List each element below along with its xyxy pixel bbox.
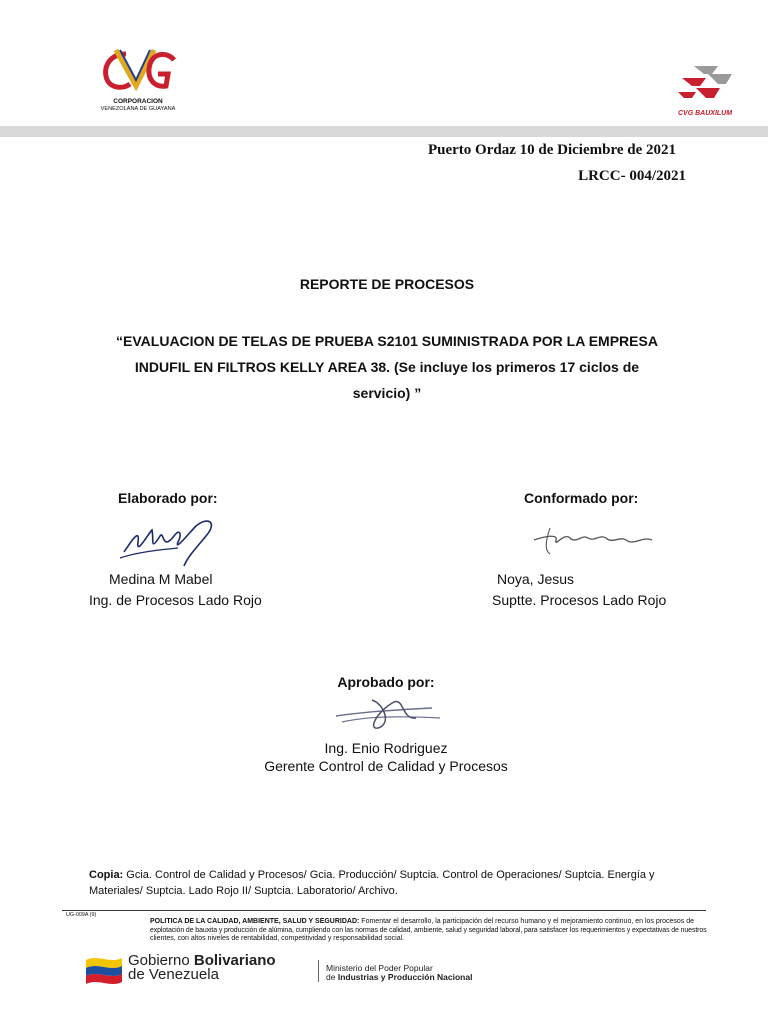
footer-rule <box>62 910 706 911</box>
bauxilum-caption: CVG BAUXILUM <box>678 110 733 117</box>
copia-text-2: Materiales/ Suptcia. Lado Rojo II/ Suptcia. Laboratorio/ Archivo. <box>89 884 398 897</box>
government-divider <box>318 960 319 982</box>
government-name <box>128 954 276 982</box>
conformado-heading: Conformado por: <box>524 490 639 506</box>
date-line: Puerto Ordaz 10 de Diciembre de 2021 <box>427 142 676 158</box>
government-line-2: de Venezuela <box>128 966 219 983</box>
policy-text-3: clientes, con altos niveles de rentabilidad, competitividad y responsabilidad social. <box>150 935 405 943</box>
copia-label: Copia: <box>89 869 124 881</box>
quality-policy <box>150 918 726 944</box>
conformado-signature <box>530 520 660 560</box>
cvg-logo <box>96 46 186 118</box>
report-type: REPORTE DE PROCESOS <box>299 276 475 292</box>
title-line-2: INDUFIL EN FILTROS KELLY AREA 38. (Se incluye los primeros 17 ciclos de <box>134 359 640 375</box>
government-regular: Gobierno <box>128 952 194 969</box>
cvg-logo-mark <box>96 46 186 94</box>
elaborado-role: Ing. de Procesos Lado Rojo <box>89 592 262 608</box>
policy-text-1: Fomentar el desarrollo, la participación del recurso humano y el mejoramiento continuo, en los procesos de <box>359 918 694 925</box>
conformado-name: Noya, Jesus <box>497 571 575 587</box>
venezuela-flag-icon <box>84 954 124 984</box>
aprobado-heading: Aprobado por: <box>337 674 435 690</box>
header-rule <box>0 126 768 137</box>
aprobado-role: Gerente Control de Calidad y Procesos <box>264 758 508 774</box>
ministry-line-1: Ministerio del Poder Popular <box>326 963 433 973</box>
copia-text-1: Gcia. Control de Calidad y Procesos/ Gcia. Producción/ Suptcia. Control de Operaciones/ Suptcia. Energía y <box>123 869 655 881</box>
title-line-3: servicio) ” <box>352 385 422 401</box>
policy-label: POLITICA DE LA CALIDAD, AMBIENTE, SALUD Y SEGURIDAD: <box>150 918 360 925</box>
policy-line-1 <box>150 918 726 927</box>
ministry-bold: Industrias y Producción Nacional <box>337 972 473 982</box>
bauxilum-logo <box>674 62 746 122</box>
copia-line-1 <box>89 868 687 884</box>
title-line-1: “EVALUACION DE TELAS DE PRUEBA S2101 SUMINISTRADA POR LA EMPRESA <box>116 333 658 349</box>
aprobado-signature <box>332 694 446 734</box>
cvg-caption-line2: VENEZOLANA DE GUAYANA <box>100 106 176 112</box>
elaborado-heading: Elaborado por: <box>118 490 218 506</box>
cvg-caption-line1: CORPORACION <box>113 98 163 105</box>
elaborado-name: Medina M Mabel <box>109 571 213 587</box>
conformado-role: Suptte. Procesos Lado Rojo <box>492 592 667 608</box>
ministry-line-2 <box>326 973 472 982</box>
elaborado-signature <box>118 512 228 570</box>
ministry-prefix: de <box>326 972 338 982</box>
reference-number: LRCC- 004/2021 <box>578 168 686 184</box>
form-code: UG-009A (9) <box>66 912 97 918</box>
bauxilum-logo-mark <box>674 62 740 110</box>
report-title <box>40 328 734 406</box>
government-bold: Bolivariano <box>193 952 276 969</box>
ministry-name <box>326 964 472 982</box>
policy-text-2: explotación de bauxita y producción de alúmina, cumpliendo con las normas de calidad, ambiente, salud y seguridad laboral, para satisfacer los requerimientos y expectativas de nuestros <box>150 926 707 934</box>
aprobado-name: Ing. Enio Rodriguez <box>324 740 448 756</box>
copy-distribution <box>89 868 687 899</box>
